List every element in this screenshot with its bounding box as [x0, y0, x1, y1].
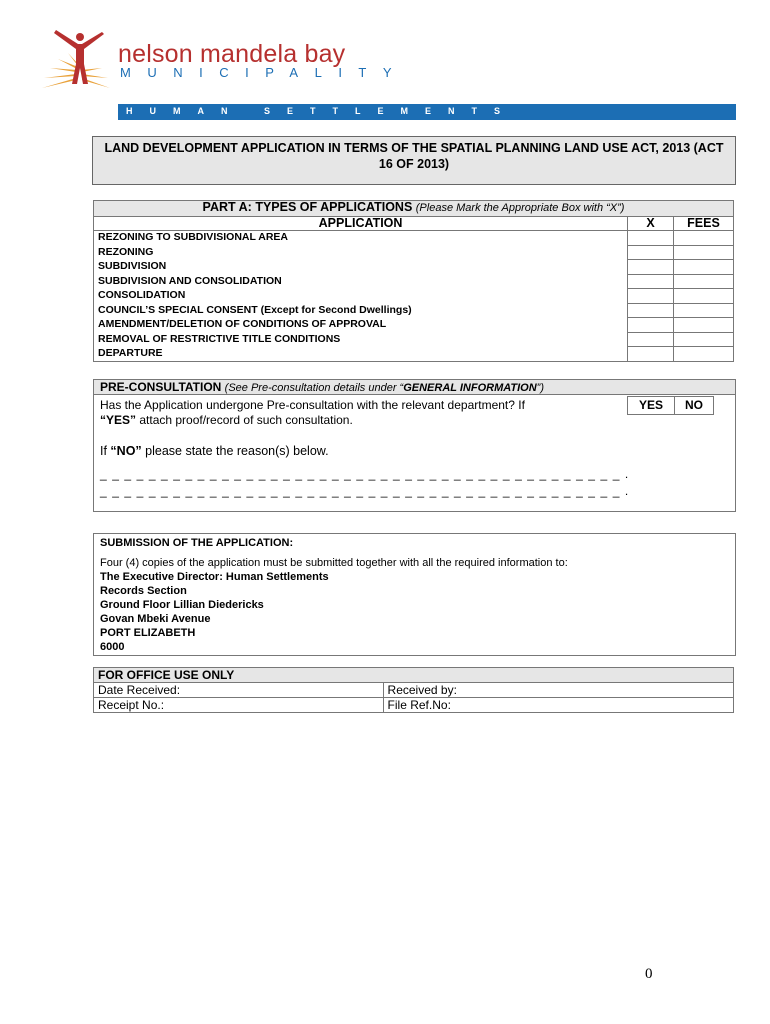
file-ref-field[interactable]: File Ref.No: — [383, 698, 733, 713]
mark-box[interactable] — [628, 332, 674, 347]
yes-no-boxes — [627, 396, 735, 414]
mark-box[interactable] — [628, 245, 674, 260]
fees-box[interactable] — [674, 260, 734, 275]
question-yes: “YES” — [100, 413, 137, 427]
if-rest: please state the reason(s) below. — [141, 444, 329, 458]
address-line: PORT ELIZABETH — [100, 627, 196, 639]
no-box[interactable]: NO — [674, 396, 714, 415]
table-row — [94, 289, 734, 304]
column-fees: FEES — [674, 216, 734, 231]
part-a-note: (Please Mark the Appropriate Box with “X”) — [415, 202, 625, 214]
application-type-label: CONSOLIDATION — [94, 289, 628, 304]
org-name: nelson mandela bay — [118, 40, 346, 68]
table-row — [94, 260, 734, 275]
application-types-table — [93, 200, 734, 362]
table-row — [94, 318, 734, 333]
submission-section — [93, 533, 736, 656]
address-line: Ground Floor Lillian Diedericks — [100, 599, 264, 611]
mark-box[interactable] — [628, 318, 674, 333]
application-type-label: REZONING TO SUBDIVISIONAL AREA — [94, 231, 628, 246]
received-by-field[interactable]: Received by: — [383, 683, 733, 698]
table-row — [94, 332, 734, 347]
address-line: The Executive Director: Human Settlements — [100, 571, 329, 583]
question-line-2: attach proof/record of such consultation. — [136, 413, 353, 427]
date-received-field[interactable]: Date Received: — [94, 683, 384, 698]
preconsultation-note-bold: GENERAL INFORMATION — [403, 382, 537, 394]
submission-body — [100, 556, 568, 654]
fees-box[interactable] — [674, 274, 734, 289]
table-row — [94, 347, 734, 362]
fees-box[interactable] — [674, 332, 734, 347]
fees-box[interactable] — [674, 303, 734, 318]
office-use-table — [93, 667, 734, 713]
submission-heading: SUBMISSION OF THE APPLICATION: — [100, 537, 294, 549]
municipality-logo-icon — [36, 28, 126, 94]
table-row — [94, 231, 734, 246]
fees-box[interactable] — [674, 289, 734, 304]
preconsultation-section — [93, 379, 736, 512]
mark-box[interactable] — [628, 274, 674, 289]
department-label: HUMAN SETTLEMENTS — [126, 106, 517, 116]
column-x: X — [628, 216, 674, 231]
mark-box[interactable] — [628, 260, 674, 275]
address-line: Govan Mbeki Avenue — [100, 613, 211, 625]
preconsultation-title: PRE-CONSULTATION — [100, 380, 222, 394]
mark-box[interactable] — [628, 231, 674, 246]
fees-box[interactable] — [674, 347, 734, 362]
table-row — [94, 245, 734, 260]
application-type-label: AMENDMENT/DELETION OF CONDITIONS OF APPROVAL — [94, 318, 628, 333]
mark-box[interactable] — [628, 347, 674, 362]
column-application: APPLICATION — [94, 216, 628, 231]
reason-line-2[interactable]: _ _ _ _ _ _ _ _ _ _ _ _ _ _ _ _ _ _ _ _ _ _ _ _ _ _ _ _ _ _ _ _ _ _ _ _ _ _ _ _ _ _ _ . — [100, 484, 630, 498]
if-prefix: If — [100, 444, 111, 458]
if-no: “NO” — [110, 444, 142, 458]
preconsultation-note-pre: (See Pre-consultation details under “ — [224, 382, 404, 394]
form-title-box — [92, 136, 736, 185]
table-row — [94, 303, 734, 318]
application-type-label: REZONING — [94, 245, 628, 260]
question-line-1: Has the Application undergone Pre-consultation with the relevant department? If — [100, 398, 525, 412]
preconsultation-heading — [94, 380, 735, 395]
fees-box[interactable] — [674, 245, 734, 260]
application-type-label: SUBDIVISION AND CONSOLIDATION — [94, 274, 628, 289]
yes-box[interactable]: YES — [627, 396, 675, 415]
receipt-no-field[interactable]: Receipt No.: — [94, 698, 384, 713]
page-number: 0 — [645, 966, 653, 982]
application-type-label: DEPARTURE — [94, 347, 628, 362]
form-title: LAND DEVELOPMENT APPLICATION IN TERMS OF THE SPATIAL PLANNING LAND USE ACT, 2013 (ACT 16 OF 2013) — [104, 141, 724, 171]
preconsultation-note-post: ”) — [536, 382, 544, 394]
table-row — [94, 274, 734, 289]
preconsultation-question — [100, 398, 620, 428]
department-banner — [118, 104, 736, 120]
office-use-heading: FOR OFFICE USE ONLY — [94, 668, 734, 683]
address-line: Records Section — [100, 585, 187, 597]
part-a-heading — [94, 201, 734, 217]
submission-intro: Four (4) copies of the application must be submitted together with all the required information to: — [100, 557, 568, 569]
application-type-label: REMOVAL OF RESTRICTIVE TITLE CONDITIONS — [94, 332, 628, 347]
part-a-title: PART A: TYPES OF APPLICATIONS — [202, 200, 413, 214]
fees-box[interactable] — [674, 231, 734, 246]
fees-box[interactable] — [674, 318, 734, 333]
application-type-label: COUNCIL’S SPECIAL CONSENT (Except for Second Dwellings) — [94, 303, 628, 318]
no-reason-prompt — [100, 444, 329, 458]
mark-box[interactable] — [628, 289, 674, 304]
reason-line-1[interactable]: _ _ _ _ _ _ _ _ _ _ _ _ _ _ _ _ _ _ _ _ _ _ _ _ _ _ _ _ _ _ _ _ _ _ _ _ _ _ _ _ _ _ _ . — [100, 467, 630, 481]
org-subtitle: MUNICIPALITY — [120, 65, 409, 80]
mark-box[interactable] — [628, 303, 674, 318]
address-line: 6000 — [100, 641, 125, 653]
application-type-label: SUBDIVISION — [94, 260, 628, 275]
